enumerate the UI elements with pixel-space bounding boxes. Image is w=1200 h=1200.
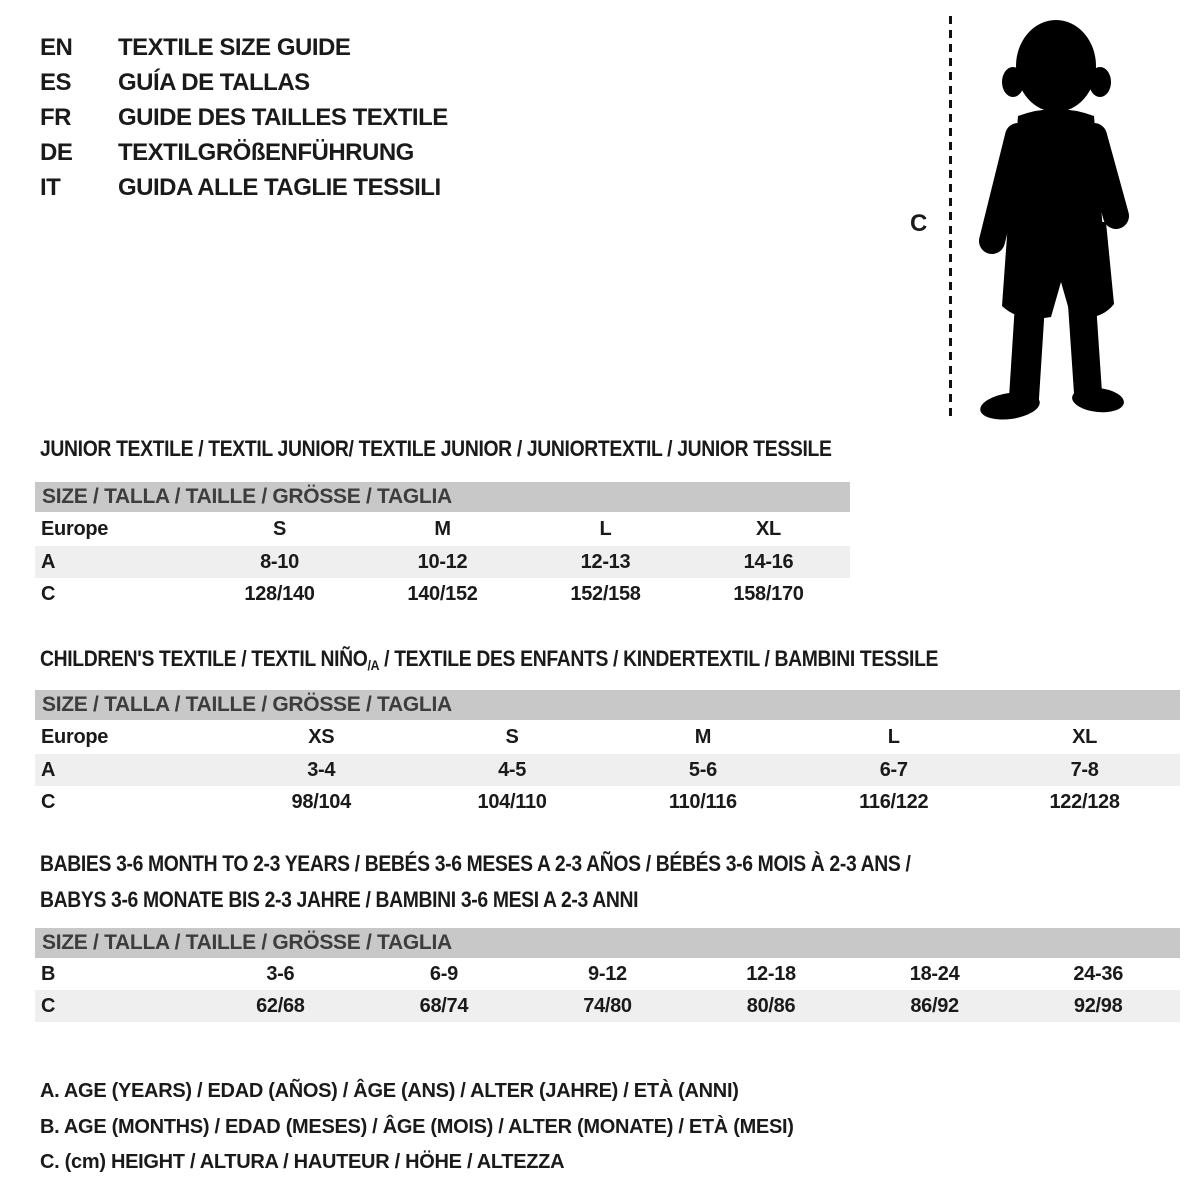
babies-months-cell: 18-24 [909, 962, 960, 985]
toddler-silhouette-icon [958, 16, 1144, 420]
junior-height-cell: 152/158 [570, 582, 641, 605]
junior-size-bar [35, 482, 850, 512]
babies-months-row-label: B [41, 962, 56, 985]
junior-height-cell: 128/140 [244, 582, 315, 605]
children-age-cell: 7-8 [989, 754, 1180, 786]
babies-height-row [35, 990, 1180, 1022]
guide-title-en: TEXTILE SIZE GUIDE [118, 34, 351, 61]
junior-size-xl: XL [756, 517, 781, 540]
babies-height-row-label: C [35, 990, 199, 1022]
height-measure-dashed-line [949, 16, 952, 416]
junior-header-row [35, 512, 850, 546]
junior-size-s: S [272, 517, 287, 540]
lang-code-es: ES [40, 69, 72, 96]
babies-months-cell: 9-12 [588, 962, 627, 985]
junior-age-cell: 8-10 [198, 546, 361, 578]
children-age-cell: 4-5 [417, 754, 608, 786]
children-size-l: L [887, 725, 900, 748]
language-header [40, 36, 448, 200]
legend-line-a: A. AGE (YEARS) / EDAD (AÑOS) / ÂGE (ANS) / ALTER (JAHRE) / ETÀ (ANNI) [40, 1080, 739, 1102]
babies-months-cell: 12-18 [746, 962, 796, 985]
children-size-bar [35, 690, 1180, 720]
junior-height-cell: 158/170 [733, 582, 804, 605]
children-region-label: Europe [41, 725, 109, 748]
children-title-subscript: /A [367, 657, 380, 673]
children-height-row-label: C [41, 790, 56, 813]
children-section-title [40, 646, 938, 672]
lang-code-de: DE [40, 139, 73, 166]
children-size-xs: XS [308, 725, 335, 748]
junior-age-cell: 12-13 [524, 546, 687, 578]
junior-size-l: L [599, 517, 612, 540]
babies-months-cell: 6-9 [429, 962, 458, 985]
legend [40, 1074, 794, 1181]
children-title-suffix: / TEXTILE DES ENFANTS / KINDERTEXTIL / BAMBINI TESSILE [379, 646, 939, 671]
babies-size-bar [35, 928, 1180, 958]
babies-title-line1: BABIES 3-6 MONTH TO 2-3 YEARS / BEBÉS 3-6 MESES A 2-3 AÑOS / BÉBÉS 3-6 MOIS À 2-3 ANS / [40, 851, 911, 876]
children-size-bar-label: SIZE / TALLA / TAILLE / GRÖSSE / TAGLIA [35, 690, 1180, 720]
guide-title-it: GUIDA ALLE TAGLIE TESSILI [118, 174, 441, 201]
legend-line-b: B. AGE (MONTHS) / EDAD (MESES) / ÂGE (MOIS) / ALTER (MONATE) / ETÀ (MESI) [40, 1115, 794, 1138]
legend-line-c: C. (cm) HEIGHT / ALTURA / HAUTEUR / HÖHE / ALTEZZA [40, 1151, 565, 1173]
babies-size-bar-label: SIZE / TALLA / TAILLE / GRÖSSE / TAGLIA [35, 928, 1180, 958]
junior-age-cell: 14-16 [687, 546, 850, 578]
junior-section-title: JUNIOR TEXTILE / TEXTIL JUNIOR/ TEXTILE JUNIOR / JUNIORTEXTIL / JUNIOR TESSILE [40, 436, 832, 461]
babies-height-cell: 92/98 [1016, 990, 1180, 1022]
babies-months-cell: 24-36 [1073, 962, 1124, 985]
children-title-prefix: CHILDREN'S TEXTILE / TEXTIL NIÑO [40, 646, 368, 671]
children-age-row-label: A [35, 754, 226, 786]
babies-size-table [35, 928, 1180, 1022]
lang-code-fr: FR [40, 104, 71, 131]
junior-size-table [35, 482, 850, 610]
lang-code-it: IT [40, 174, 61, 201]
junior-height-cell: 140/152 [407, 582, 478, 605]
children-height-cell: 98/104 [291, 790, 351, 813]
babies-title-line2: BABYS 3-6 MONATE BIS 2-3 JAHRE / BAMBINI 3-6 MESI A 2-3 ANNI [40, 887, 639, 912]
children-size-m: M [694, 725, 712, 748]
junior-age-row [35, 546, 850, 578]
junior-height-row-label: C [41, 582, 56, 605]
junior-size-bar-label: SIZE / TALLA / TAILLE / GRÖSSE / TAGLIA [35, 482, 850, 512]
lang-code-en: EN [40, 34, 73, 61]
junior-age-row-label: A [35, 546, 198, 578]
children-size-table [35, 690, 1180, 818]
babies-section-title [40, 846, 911, 918]
babies-height-cell: 62/68 [199, 990, 363, 1022]
babies-months-row [35, 958, 1180, 990]
children-age-cell: 6-7 [798, 754, 989, 786]
guide-title-es: GUÍA DE TALLAS [118, 69, 310, 96]
children-age-cell: 5-6 [607, 754, 798, 786]
babies-months-cell: 3-6 [266, 962, 295, 985]
children-age-row [35, 754, 1180, 786]
children-height-row [35, 786, 1180, 818]
babies-height-cell: 86/92 [853, 990, 1017, 1022]
junior-age-cell: 10-12 [361, 546, 524, 578]
children-height-cell: 122/128 [1049, 790, 1120, 813]
guide-title-fr: GUIDE DES TAILLES TEXTILE [118, 104, 448, 131]
children-age-cell: 3-4 [226, 754, 417, 786]
babies-height-cell: 80/86 [689, 990, 853, 1022]
measure-c-label: C [910, 210, 928, 237]
junior-region-label: Europe [41, 517, 109, 540]
children-height-cell: 110/116 [668, 790, 737, 813]
children-height-cell: 116/122 [859, 790, 929, 813]
children-header-row [35, 720, 1180, 754]
junior-height-row [35, 578, 850, 610]
babies-height-cell: 74/80 [526, 990, 690, 1022]
children-size-xl: XL [1072, 725, 1098, 748]
guide-title-de: TEXTILGRÖßENFÜHRUNG [118, 139, 414, 166]
children-size-s: S [505, 725, 519, 748]
children-height-cell: 104/110 [477, 790, 547, 813]
junior-size-m: M [434, 517, 451, 540]
babies-height-cell: 68/74 [362, 990, 526, 1022]
